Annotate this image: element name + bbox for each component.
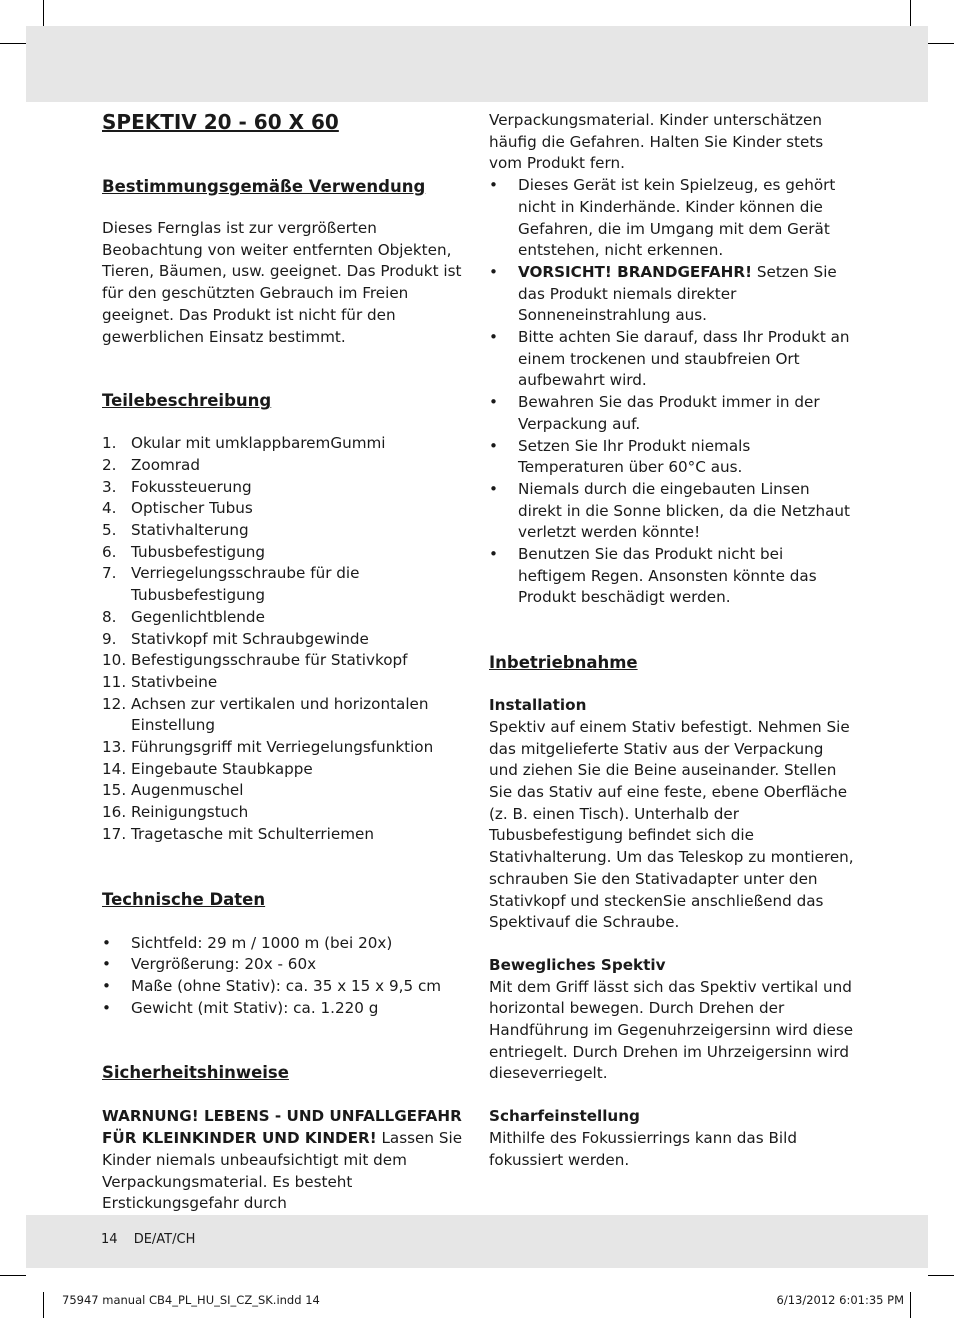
safety-heading: Sicherheitshinweise xyxy=(102,1063,289,1083)
list-number: 10. xyxy=(102,651,127,670)
safety-list-item xyxy=(489,392,854,435)
specs-heading: Technische Daten xyxy=(102,889,266,909)
list-item-text: Niemals durch die eingebauten Linsen direkt in die Sonne blicken, da die Netzhaut verletzt werden könnte! xyxy=(518,479,851,542)
bullet-icon: • xyxy=(102,933,111,952)
page-number: 14 xyxy=(101,1232,118,1247)
specs-list xyxy=(102,933,464,1020)
list-item-text: Tubusbefestigung xyxy=(131,542,266,561)
bullet-icon: • xyxy=(489,328,498,347)
specs-list-item xyxy=(102,976,464,998)
specs-list-item xyxy=(102,954,464,976)
list-item-text: Dieses Gerät ist kein Spielzeug, es gehört nicht in Kinderhände. Kinder können die Gefahren, die im Umgang mit dem Gerät entstehen, nicht erkennen. xyxy=(518,176,836,260)
bullet-icon: • xyxy=(489,176,498,195)
crop-mark xyxy=(910,0,911,26)
parts-list-item xyxy=(102,455,464,477)
list-item-text: Setzen Sie Ihr Produkt niemals Temperaturen über 60°C aus. xyxy=(518,436,751,477)
list-item-text: Reinigungstuch xyxy=(131,803,249,822)
list-item-text: Zoomrad xyxy=(131,455,200,474)
parts-heading: Teilebeschreibung xyxy=(102,391,272,411)
list-number: 2. xyxy=(102,455,117,474)
parts-list-item xyxy=(102,563,464,606)
safety-warning xyxy=(102,1106,464,1215)
header-band xyxy=(26,26,928,102)
crop-mark xyxy=(43,0,44,26)
list-item-text: Benutzen Sie das Produkt nicht bei heftigem Regen. Ansonsten könnte das Produkt beschädigt werden. xyxy=(518,545,817,607)
page-title: SPEKTIV 20 - 60 X 60 xyxy=(102,110,339,134)
specs-list-item xyxy=(102,998,464,1020)
list-item-text: Verriegelungsschraube für die Tubusbefestigung xyxy=(131,564,360,605)
list-number: 12. xyxy=(102,694,127,713)
list-item-text: Maße (ohne Stativ): ca. 35 x 15 x 9,5 cm xyxy=(131,976,442,995)
list-number: 15. xyxy=(102,781,127,800)
parts-list-item xyxy=(102,650,464,672)
list-item-text: Vergrößerung: 20x - 60x xyxy=(131,955,317,974)
crop-mark xyxy=(928,1275,954,1276)
list-item-text: Eingebaute Staubkappe xyxy=(131,759,313,778)
parts-list-item xyxy=(102,759,464,781)
list-number: 14. xyxy=(102,759,127,778)
list-number: 16. xyxy=(102,803,127,822)
list-item-text: Setzen Sie das Produkt niemals direkter Sonneneinstrahlung aus. xyxy=(518,262,837,325)
bullet-icon: • xyxy=(489,393,498,412)
list-item-text: Okular mit umklappbaremGummi xyxy=(131,434,386,453)
parts-list xyxy=(102,433,464,845)
list-item-text: Fokussteuerung xyxy=(131,477,252,496)
installation-text: Spektiv auf einem Stativ befestigt. Nehmen Sie das mitgelieferte Stativ aus der Verpackung und ziehen Sie die Beine auseinander. Stellen Sie das Stativ auf eine feste, ebene Oberfläche (z. B. einen Tisch). Unterhalb der Tubusbefestigung befindet sich die Stativhalterung. Um das Teleskop zu montieren, schrauben Sie den Stativadapter unter den Stativkopf und steckenSie anschließend das Spektivauf die Schraube. xyxy=(489,717,854,932)
list-item-text: Bitte achten Sie darauf, dass Ihr Produkt an einem trockenen und staubfreien Ort aufbewahrt wird. xyxy=(518,328,850,390)
locale-label: DE/AT/CH xyxy=(133,1232,196,1247)
focus-heading: Scharfeinstellung xyxy=(489,1107,640,1126)
safety-continued-text: Verpackungsmaterial. Kinder unterschätzen häufig die Gefahren. Halten Sie Kinder stets vom Produkt fern. xyxy=(489,111,824,173)
parts-list-item xyxy=(102,607,464,629)
date-slug: 6/13/2012 6:01:35 PM xyxy=(776,1293,904,1307)
file-slug: 75947 manual CB4_PL_HU_SI_CZ_SK.indd 14 xyxy=(62,1293,320,1307)
page-footer xyxy=(101,1232,195,1247)
list-number: 11. xyxy=(102,672,127,691)
list-item-text: Tragetasche mit Schulterriemen xyxy=(131,824,375,843)
list-number: 1. xyxy=(102,434,117,453)
list-item-text: Befestigungsschraube für Stativkopf xyxy=(131,651,408,670)
parts-list-item xyxy=(102,780,464,802)
list-item-text: Stativkopf mit Schraubgewinde xyxy=(131,629,369,648)
parts-list-item xyxy=(102,802,464,824)
list-item-text: Stativhalterung xyxy=(131,521,249,540)
bullet-icon: • xyxy=(489,545,498,564)
movable-text: Mit dem Griff lässt sich das Spektiv vertikal und horizontal bewegen. Durch Drehen der Handführung im Gegenuhrzeigersinn wird diese entriegelt. Durch Drehen im Uhrzeigersinn wird dieseverriegelt. xyxy=(489,977,854,1083)
list-item-text: Bewahren Sie das Produkt immer in der Verpackung auf. xyxy=(518,393,820,433)
safety-list-item xyxy=(489,262,854,327)
parts-list-item xyxy=(102,542,464,564)
list-item-text: Optischer Tubus xyxy=(131,499,253,518)
list-number: 17. xyxy=(102,824,127,843)
installation-heading: Installation xyxy=(489,696,587,715)
parts-list-item xyxy=(102,433,464,455)
intended-use-heading: Bestimmungsgemäße Verwendung xyxy=(102,177,426,196)
crop-mark xyxy=(910,1292,911,1318)
list-number: 13. xyxy=(102,738,127,757)
list-item-text: Augenmuschel xyxy=(131,781,244,800)
bullet-icon: • xyxy=(102,976,111,995)
intended-use-text: Dieses Fernglas ist zur vergrößerten Beobachtung von weiter entfernten Objekten, Tieren, Bäumen, usw. geeignet. Das Produkt ist für den geschützten Gebrauch im Freien geeignet. Das Produkt ist nicht für den gewerblichen Einsatz bestimmt. xyxy=(102,219,462,346)
list-number: 7. xyxy=(102,564,117,583)
warning-bold: WARNUNG! LEBENS - UND UNFALLGEFAHR FÜR KLEINKINDER UND KINDER! xyxy=(102,1107,462,1148)
safety-list-item xyxy=(489,327,854,392)
list-item-bold: VORSICHT! BRANDGEFAHR! xyxy=(518,262,753,281)
warning-text: Lassen Sie Kinder niemals unbeaufsichtigt mit dem Verpackungsmaterial. Es besteht Erstickungsgefahr durch xyxy=(102,1129,463,1213)
parts-list-item xyxy=(102,498,464,520)
movable-heading: Bewegliches Spektiv xyxy=(489,955,666,974)
parts-list-item xyxy=(102,520,464,542)
crop-mark xyxy=(43,1292,44,1318)
safety-list-item xyxy=(489,436,854,479)
safety-bullet-list xyxy=(489,175,854,609)
right-column xyxy=(489,110,854,1171)
list-item-text: Gegenlichtblende xyxy=(131,607,265,626)
safety-list-item xyxy=(489,479,854,544)
parts-list-item xyxy=(102,737,464,759)
list-item-text: Achsen zur vertikalen und horizontalen Einstellung xyxy=(131,694,429,735)
list-number: 6. xyxy=(102,542,117,561)
parts-list-item xyxy=(102,629,464,651)
specs-list-item xyxy=(102,933,464,955)
list-item-text: Gewicht (mit Stativ): ca. 1.220 g xyxy=(131,998,379,1017)
parts-list-item xyxy=(102,824,464,846)
list-item-text: Führungsgriff mit Verriegelungsfunktion xyxy=(131,738,434,757)
bullet-icon: • xyxy=(102,955,111,974)
list-number: 4. xyxy=(102,499,117,518)
parts-list-item xyxy=(102,672,464,694)
bullet-icon: • xyxy=(489,479,498,498)
list-number: 8. xyxy=(102,607,117,626)
crop-mark xyxy=(928,43,954,44)
safety-list-item xyxy=(489,544,854,609)
list-number: 9. xyxy=(102,629,117,648)
list-item-text: Sichtfeld: 29 m / 1000 m (bei 20x) xyxy=(131,933,393,952)
parts-list-item xyxy=(102,477,464,499)
bullet-icon: • xyxy=(489,436,498,455)
crop-mark xyxy=(0,43,26,44)
list-item-text: Stativbeine xyxy=(131,672,218,691)
focus-text: Mithilfe des Fokussierrings kann das Bild fokussiert werden. xyxy=(489,1128,797,1169)
operation-heading: Inbetriebnahme xyxy=(489,653,638,673)
bullet-icon: • xyxy=(102,998,111,1017)
left-column xyxy=(102,108,464,1215)
bullet-icon: • xyxy=(489,262,498,281)
crop-mark xyxy=(0,1275,26,1276)
parts-list-item xyxy=(102,694,464,737)
list-number: 5. xyxy=(102,521,117,540)
list-number: 3. xyxy=(102,477,117,496)
safety-list-item xyxy=(489,175,854,262)
